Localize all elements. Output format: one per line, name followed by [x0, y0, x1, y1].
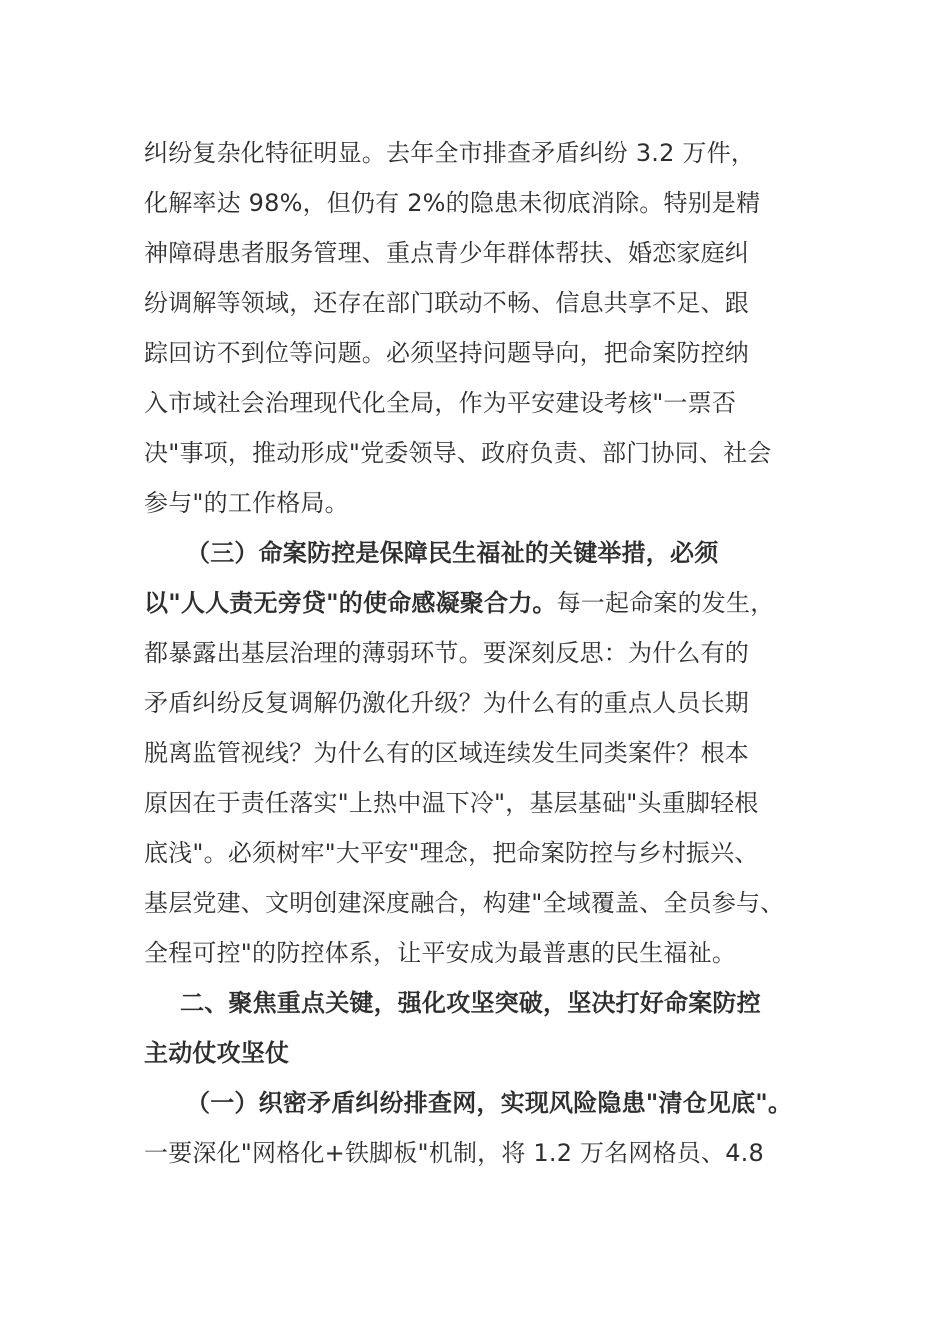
- section3-heading-line2: 以"人人责无旁贷"的使命感凝聚合力。: [144, 589, 557, 617]
- section3-heading-line1: （三）命案防控是保障民生福祉的关键举措，必须: [186, 539, 719, 567]
- body-line-1: 纠纷复杂化特征明显。去年全市排查矛盾纠纷 3.2 万件，: [144, 139, 756, 167]
- body-line-4: 纷调解等领域，还存在部门联动不畅、信息共享不足、跟: [144, 289, 749, 317]
- body-line-5: 踪回访不到位等问题。必须坚持问题导向，把命案防控纳: [144, 339, 749, 367]
- section3-line2-tail: 每一起命案的发生，: [556, 589, 775, 617]
- section3-body-line-5: 底浅"。必须树牢"大平安"理念，把命案防控与乡村振兴、: [144, 839, 759, 867]
- section3-body-line-1: 都暴露出基层治理的薄弱环节。要深刻反思：为什么有的: [144, 639, 749, 667]
- section3-line2: [144, 586, 774, 620]
- sub1-body-line-1: 一要深化"网格化+铁脚板"机制，将 1.2 万名网格员、4.8: [144, 1139, 764, 1167]
- part2-heading-line1: 二、聚焦重点关键，强化攻坚突破，坚决打好命案防控: [180, 989, 761, 1017]
- section3-body-line-7: 全程可控"的防控体系，让平安成为最普惠的民生福祉。: [144, 939, 737, 967]
- section3-body-line-4: 原因在于责任落实"上热中温下冷"，基层基础"头重脚轻根: [144, 789, 759, 817]
- section3-body-line-3: 脱离监管视线？为什么有的区域连续发生同类案件？根本: [144, 739, 749, 767]
- body-line-2: 化解率达 98%，但仍有 2%的隐患未彻底消除。特别是精: [144, 189, 761, 217]
- body-line-7: 决"事项，推动形成"党委领导、政府负责、部门协同、社会: [144, 439, 772, 467]
- part2-heading-line2: 主动仗攻坚仗: [144, 1039, 290, 1067]
- section3-body-line-6: 基层党建、文明创建深度融合，构建"全域覆盖、全员参与、: [144, 889, 785, 917]
- section3-body-line-2: 矛盾纠纷反复调解仍激化升级？为什么有的重点人员长期: [144, 689, 749, 717]
- body-line-8: 参与"的工作格局。: [144, 489, 349, 517]
- body-line-3: 神障碍患者服务管理、重点青少年群体帮扶、婚恋家庭纠: [144, 239, 749, 267]
- sub1-heading: （一）织密矛盾纠纷排查网，实现风险隐患"清仓见底"。: [186, 1089, 793, 1117]
- body-line-6: 入市域社会治理现代化全局，作为平安建设考核"一票否: [144, 389, 737, 417]
